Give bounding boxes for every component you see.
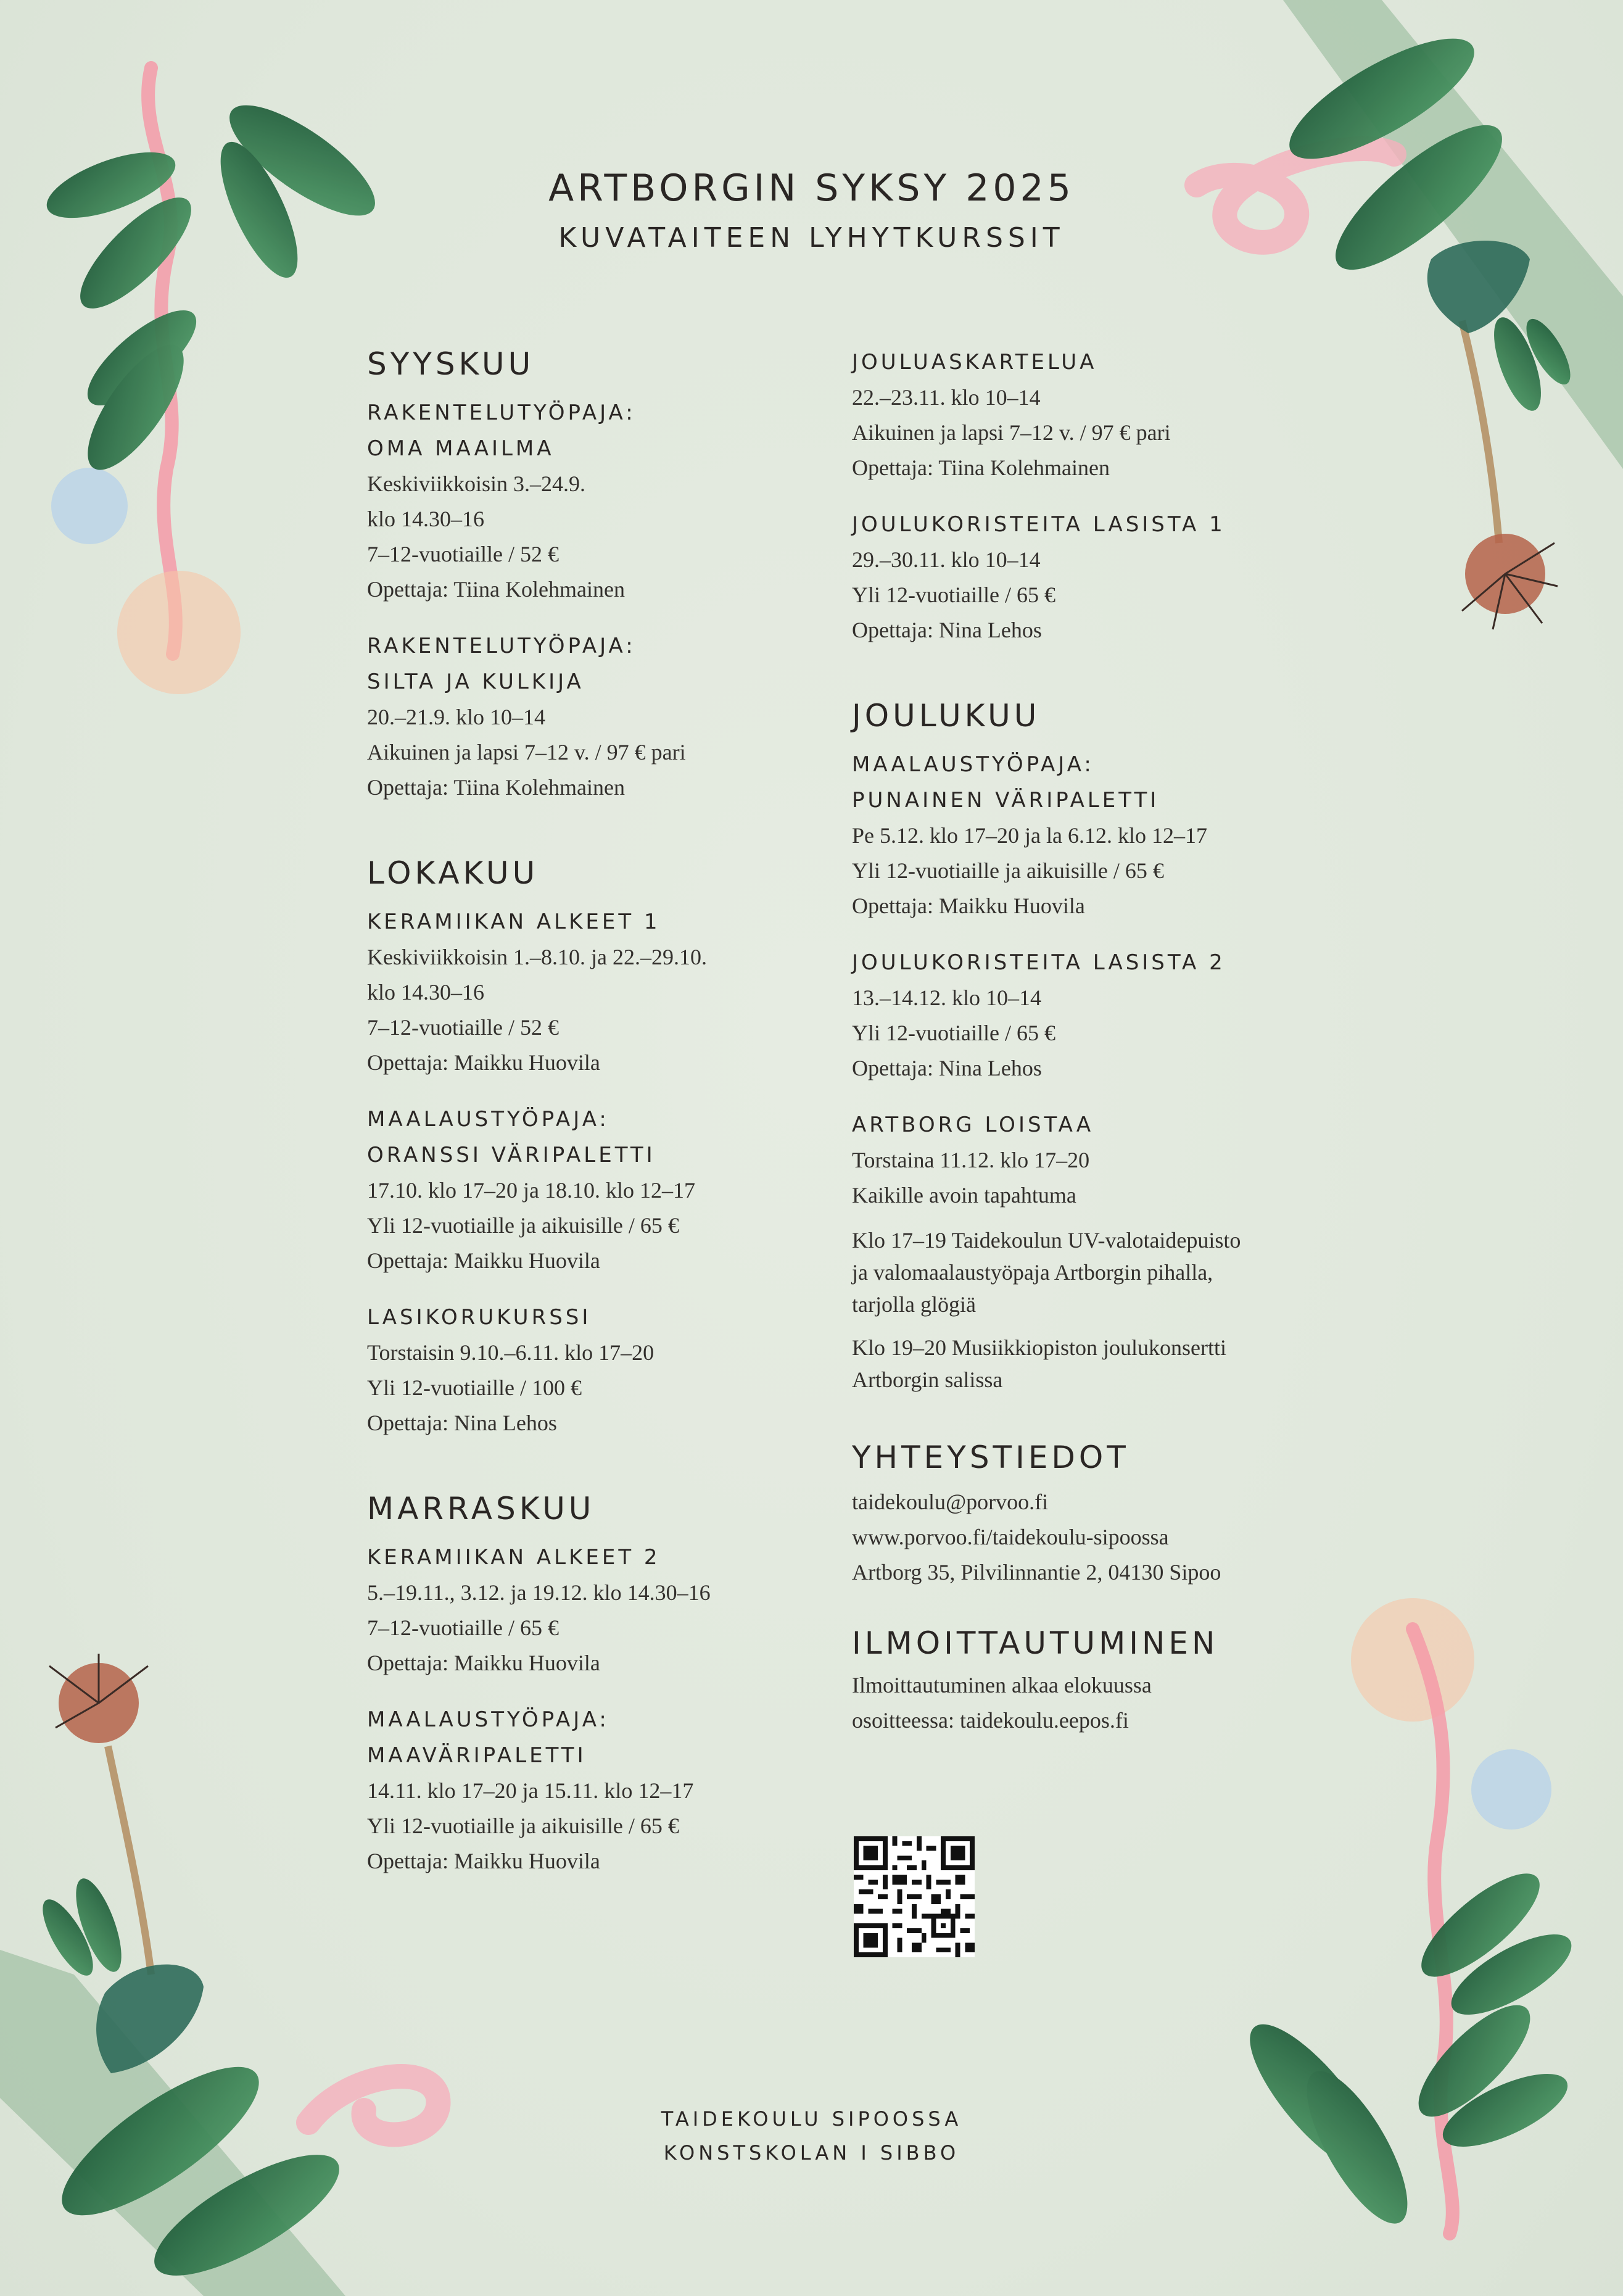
registration-line[interactable]: osoitteessa: taidekoulu.eepos.fi [852, 1708, 1129, 1733]
flower-cup-bottom-left [96, 1965, 204, 2073]
course-line: Opettaja: Tiina Kolehmainen [852, 455, 1110, 480]
month-heading-marraskuu: MARRASKUU [367, 1491, 595, 1527]
course-line: Yli 12-vuotiaille ja aikuisille / 65 € [367, 1813, 679, 1838]
course-title: KERAMIIKAN ALKEET 1 [367, 910, 661, 934]
flower-icon [1462, 534, 1558, 629]
month-heading-syyskuu: SYYSKUU [367, 346, 535, 382]
course-line: Opettaja: Nina Lehos [852, 618, 1042, 642]
course-keramiikka-1 [367, 904, 811, 1080]
stem-top-right [1462, 321, 1499, 543]
course-line: Aikuinen ja lapsi 7–12 v. / 97 € pari [367, 740, 686, 765]
contact-email[interactable]: taidekoulu@porvoo.fi [852, 1490, 1049, 1514]
course-title: MAALAUSTYÖPAJA: [367, 1707, 609, 1732]
course-line: Yli 12-vuotiaille / 65 € [852, 1021, 1055, 1045]
course-title: MAALAUSTYÖPAJA: [367, 1107, 609, 1132]
contact-address: Artborg 35, Pilvilinnantie 2, 04130 Sipoo [852, 1560, 1221, 1585]
registration-line: Ilmoittautuminen alkaa elokuussa [852, 1673, 1152, 1697]
contact-website[interactable]: www.porvoo.fi/taidekoulu-sipoossa [852, 1525, 1169, 1549]
course-line: Pe 5.12. klo 17–20 ja la 6.12. klo 12–17 [852, 823, 1207, 848]
registration-heading: ILMOITTAUTUMINEN [852, 1625, 1219, 1661]
course-rakentelu-silta [367, 628, 811, 805]
course-line: Artborgin salissa [852, 1367, 1003, 1392]
flower-cup-top-right [1427, 241, 1530, 333]
course-joulukoristeet-1 [852, 507, 1358, 648]
course-line: 7–12-vuotiaille / 52 € [367, 1015, 559, 1040]
course-line: Opettaja: Nina Lehos [852, 1056, 1042, 1080]
course-line: Torstaina 11.12. klo 17–20 [852, 1148, 1090, 1172]
course-line: Yli 12-vuotiaille ja aikuisille / 65 € [367, 1213, 679, 1238]
course-title: ARTBORG LOISTAA [852, 1113, 1094, 1137]
course-jouluaskartelua [852, 344, 1358, 486]
course-title: RAKENTELUTYÖPAJA: [367, 400, 636, 425]
leaf-icon [33, 1873, 355, 2296]
course-line: 14.11. klo 17–20 ja 15.11. klo 12–17 [367, 1778, 694, 1803]
course-title: ORANSSI VÄRIPALETTI [367, 1143, 656, 1167]
course-line: 7–12-vuotiaille / 52 € [367, 542, 559, 566]
course-line: Klo 19–20 Musiikkiopiston joulukonsertti [852, 1335, 1227, 1360]
course-title: PUNAINEN VÄRIPALETTI [852, 788, 1160, 813]
page-title: ARTBORGIN SYKSY 2025 [548, 167, 1075, 210]
course-line: Yli 12-vuotiaille / 100 € [367, 1375, 582, 1400]
month-heading-joulukuu: JOULUKUU [852, 698, 1041, 734]
course-line: Keskiviikkoisin 1.–8.10. ja 22.–29.10. [367, 945, 707, 969]
course-line: klo 14.30–16 [367, 507, 485, 531]
course-line: ja valomaalaustyöpaja Artborgin pihalla, [852, 1260, 1213, 1285]
course-line: 5.–19.11., 3.12. ja 19.12. klo 14.30–16 [367, 1580, 711, 1605]
peach-blob-top-left [117, 571, 241, 694]
flower-icon [49, 1654, 148, 1743]
course-line: tarjolla glögiä [852, 1292, 976, 1317]
course-maalaus-maavari [367, 1702, 811, 1879]
course-title: KERAMIIKAN ALKEET 2 [367, 1545, 661, 1570]
course-joulukoristeet-2 [852, 945, 1358, 1086]
right-column [852, 344, 1358, 1738]
course-line: 22.–23.11. klo 10–14 [852, 385, 1041, 410]
course-line: Kaikille avoin tapahtuma [852, 1183, 1076, 1208]
course-line: Opettaja: Tiina Kolehmainen [367, 775, 625, 800]
course-line: Yli 12-vuotiaille ja aikuisille / 65 € [852, 858, 1164, 883]
contact-heading: YHTEYSTIEDOT [852, 1440, 1129, 1475]
blue-blob-bottom-right [1471, 1749, 1551, 1830]
course-line: Torstaisin 9.10.–6.11. klo 17–20 [367, 1340, 655, 1365]
course-line: klo 14.30–16 [367, 980, 485, 1005]
course-line: Keskiviikkoisin 3.–24.9. [367, 471, 586, 496]
event-artborg-loistaa [852, 1107, 1358, 1396]
course-title: JOULUKORISTEITA LASISTA 1 [852, 512, 1226, 537]
course-maalaus-oranssi [367, 1101, 811, 1279]
course-line: Opettaja: Maikku Huovila [367, 1651, 600, 1675]
peach-blob-bottom-right [1351, 1598, 1474, 1722]
leaf-icon [1231, 1858, 1582, 2237]
page-subtitle: KUVATAITEEN LYHYTKURSSIT [558, 222, 1065, 254]
footer-line-sv: KONSTSKOLAN I SIBBO [663, 2141, 960, 2165]
course-line: Opettaja: Maikku Huovila [367, 1050, 600, 1075]
course-title: JOULUKORISTEITA LASISTA 2 [852, 950, 1226, 975]
course-line: Opettaja: Tiina Kolehmainen [367, 577, 625, 602]
course-line: Opettaja: Maikku Huovila [367, 1849, 600, 1873]
leaf-icon [39, 86, 390, 483]
pink-stem-top-left [148, 68, 176, 654]
course-title: RAKENTELUTYÖPAJA: [367, 634, 636, 658]
course-line: 20.–21.9. klo 10–14 [367, 705, 546, 729]
month-heading-lokakuu: LOKAKUU [367, 855, 539, 891]
course-title: MAAVÄRIPALETTI [367, 1743, 587, 1768]
course-line: 13.–14.12. klo 10–14 [852, 985, 1042, 1010]
course-title: SILTA JA KULKIJA [367, 669, 584, 694]
course-line: 7–12-vuotiaille / 65 € [367, 1615, 559, 1640]
qr-code-icon[interactable] [854, 1836, 975, 1957]
course-title: OMA MAAILMA [367, 436, 555, 461]
left-column [367, 346, 811, 1879]
course-line: Aikuinen ja lapsi 7–12 v. / 97 € pari [852, 420, 1171, 445]
course-title: LASIKORUKURSSI [367, 1305, 592, 1330]
course-line: Yli 12-vuotiaille / 65 € [852, 582, 1055, 607]
course-line: Opettaja: Nina Lehos [367, 1411, 557, 1435]
stem-bottom-left [108, 1746, 151, 1975]
course-lasikoru [367, 1299, 811, 1441]
course-keramiikka-2 [367, 1540, 811, 1681]
course-line: Opettaja: Maikku Huovila [367, 1248, 600, 1273]
course-line: 29.–30.11. klo 10–14 [852, 547, 1041, 572]
course-title: JOULUASKARTELUA [852, 350, 1097, 375]
course-maalaus-punainen [852, 747, 1358, 924]
course-line: 17.10. klo 17–20 ja 18.10. klo 12–17 [367, 1178, 695, 1203]
footer-line-fi: TAIDEKOULU SIPOOSSA [661, 2107, 962, 2131]
course-line: Klo 17–19 Taidekoulun UV-valotaidepuisto [852, 1228, 1241, 1253]
course-rakentelu-oma-maailma [367, 395, 811, 607]
course-title: MAALAUSTYÖPAJA: [852, 752, 1094, 777]
course-line: Opettaja: Maikku Huovila [852, 893, 1085, 918]
blue-blob-top-left [51, 468, 128, 544]
